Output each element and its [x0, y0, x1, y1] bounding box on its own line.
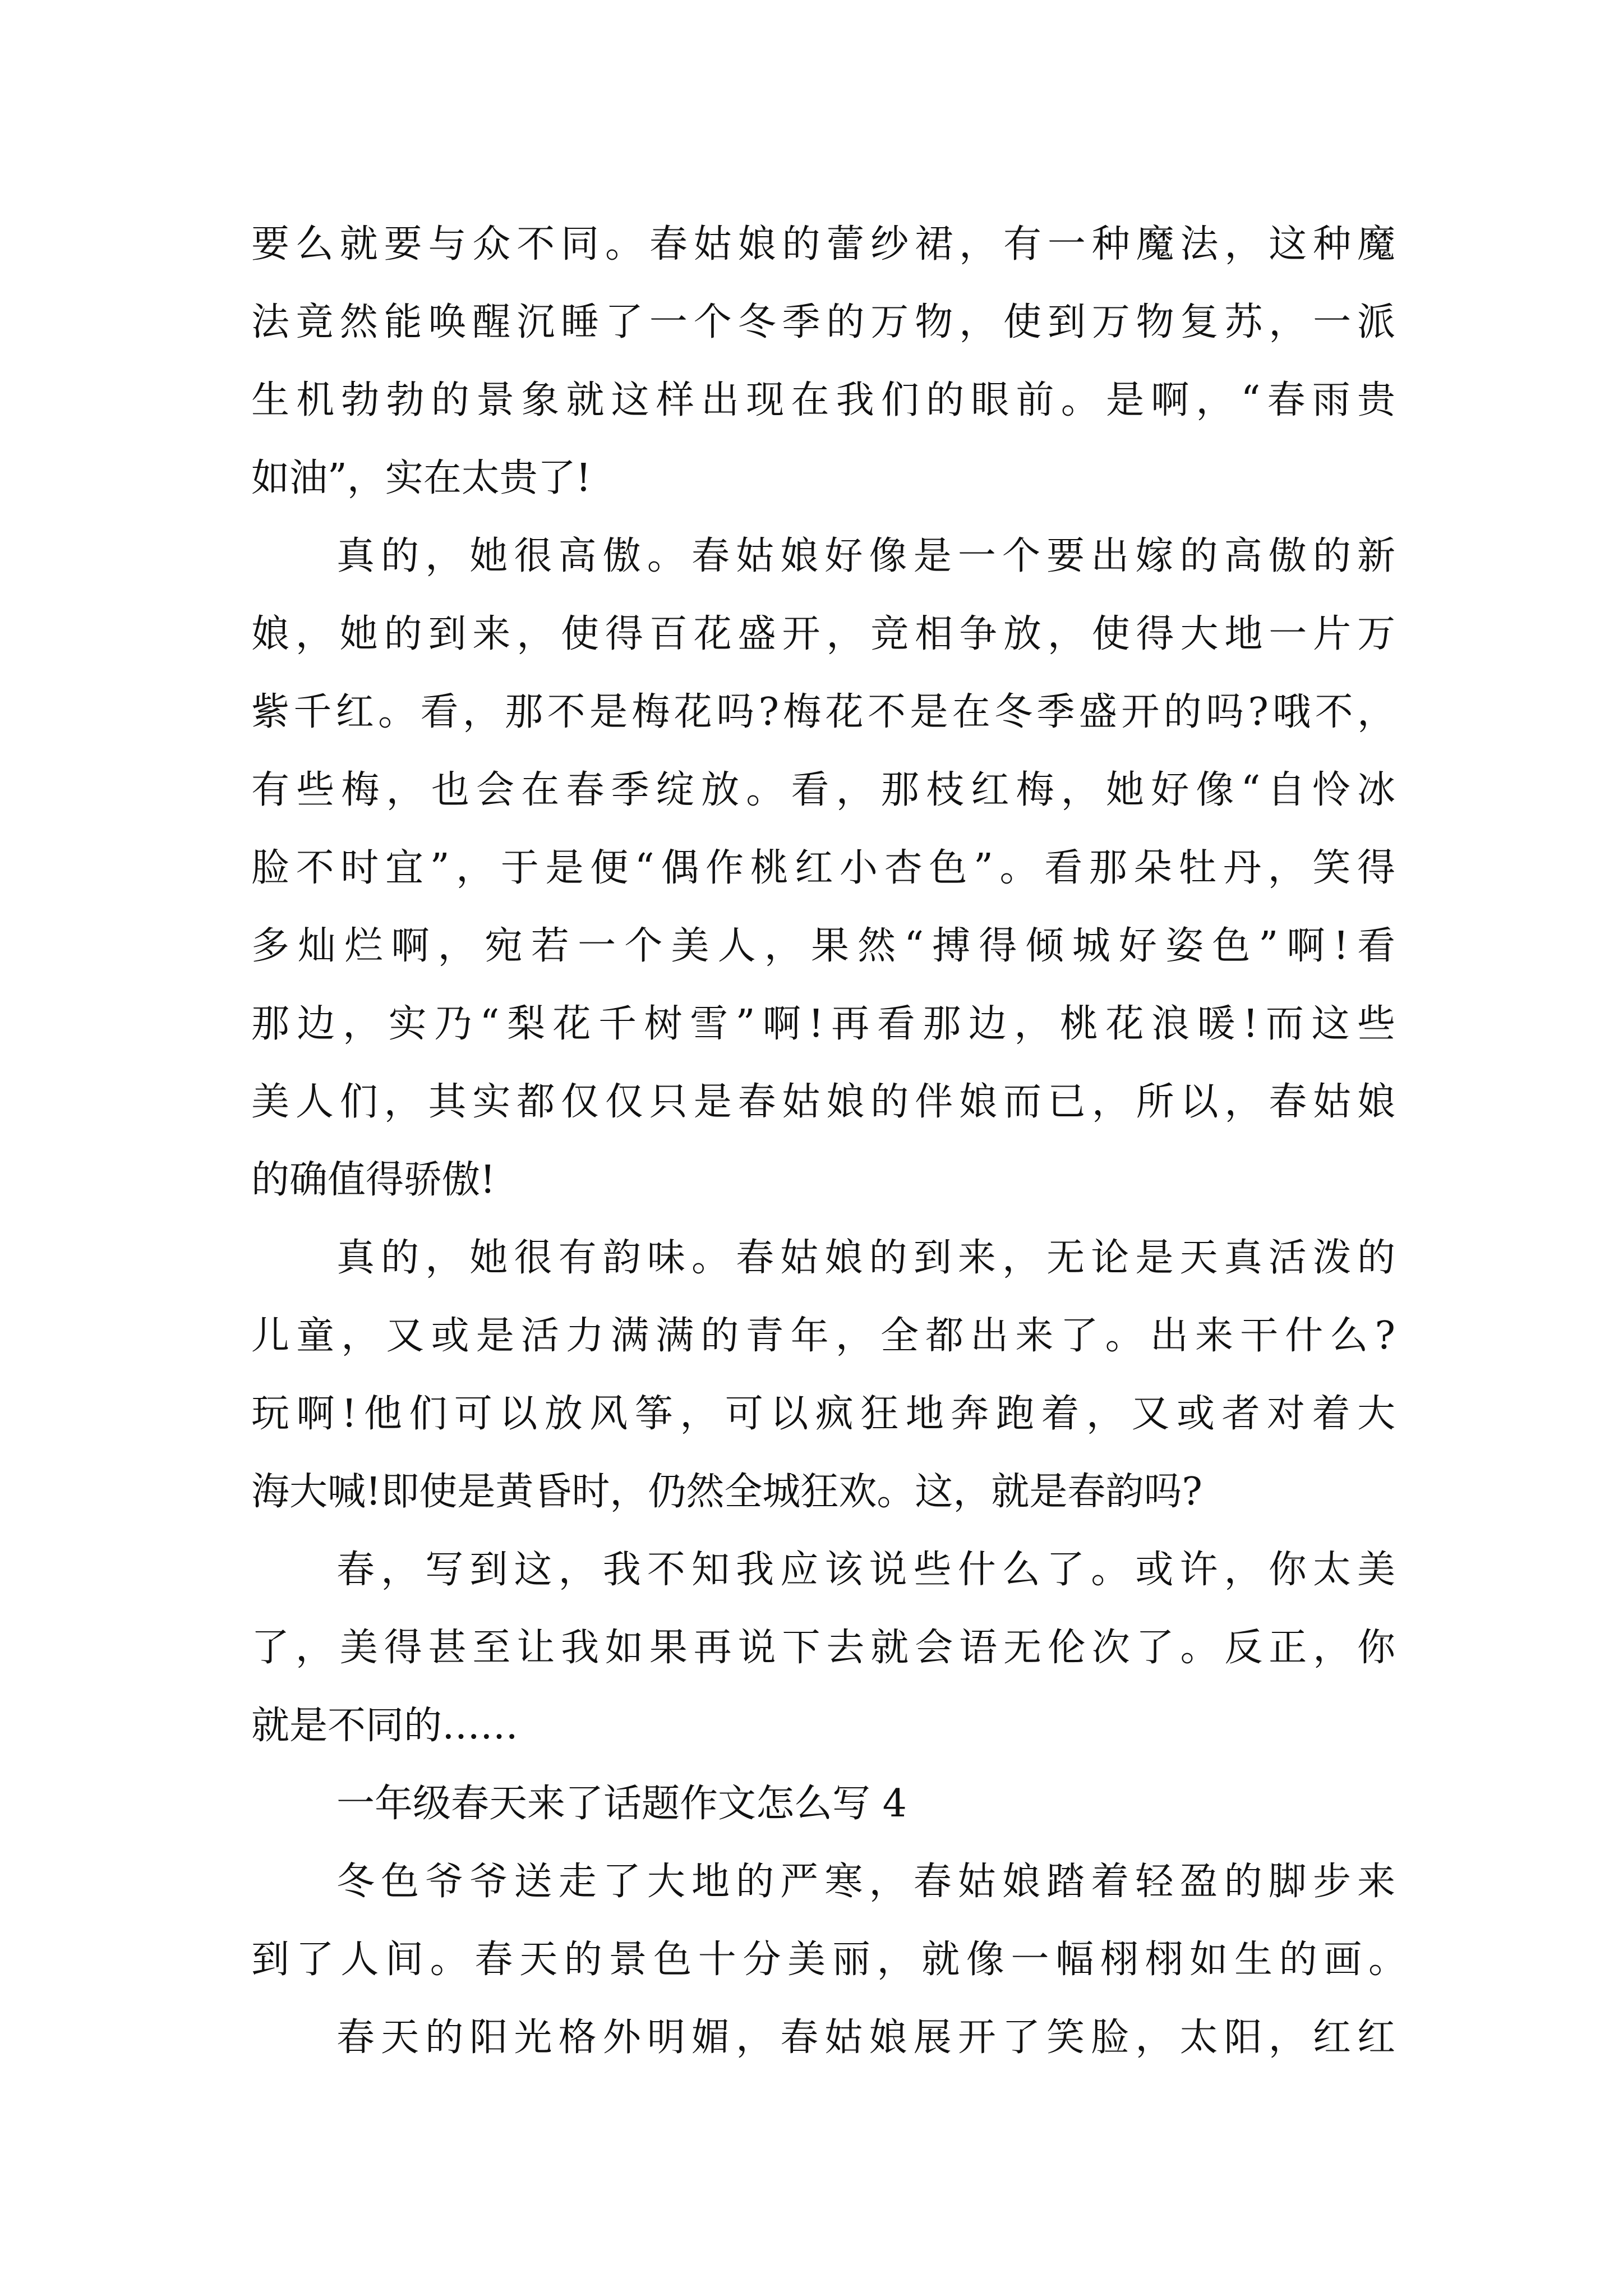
text-line: 如油”，实在太贵了! [251, 456, 592, 500]
text-line: 有些梅，也会在春季绽放。看，那枝红梅，她好像“自怜冰 [251, 768, 1395, 812]
text-line: 的确值得骄傲! [251, 1158, 496, 1202]
text-line: 脸不时宜”，于是便“偶作桃红小杏色”。看那朵牡丹，笑得 [251, 846, 1395, 890]
text-line: 美人们，其实都仅仅只是春姑娘的伴娘而已，所以，春姑娘 [251, 1080, 1395, 1124]
paragraph-first-line: 冬色爷爷送走了大地的严寒，春姑娘踏着轻盈的脚步来 [336, 1860, 1395, 1904]
paragraph-first-line: 春天的阳光格外明媚，春姑娘展开了笑脸，太阳，红红 [336, 2016, 1395, 2060]
text-line: 海大喊!即使是黄昏时，仍然全城狂欢。这，就是春韵吗? [251, 1470, 1202, 1514]
text-line: 那边，实乃“梨花千树雪”啊!再看那边，桃花浪暖!而这些 [251, 1002, 1395, 1046]
paragraph-first-line: 真的，她很有韵味。春姑娘的到来，无论是天真活泼的 [336, 1236, 1395, 1280]
text-line: 到了人间。春天的景色十分美丽，就像一幅栩栩如生的画。 [251, 1938, 1407, 1982]
section-heading: 一年级春天来了话题作文怎么写 4 [336, 1782, 907, 1826]
text-line: 法竟然能唤醒沉睡了一个冬季的万物，使到万物复苏，一派 [251, 300, 1395, 344]
paragraph-first-line: 春，写到这，我不知我应该说些什么了。或许，你太美 [336, 1548, 1395, 1592]
text-line: 了，美得甚至让我如果再说下去就会语无伦次了。反正，你 [251, 1626, 1395, 1670]
text-line: 要么就要与众不同。春姑娘的蕾纱裙，有一种魔法，这种魔 [251, 222, 1395, 266]
text-line: 多灿烂啊，宛若一个美人，果然“搏得倾城好姿色”啊!看 [251, 924, 1395, 968]
text-line: 娘，她的到来，使得百花盛开，竞相争放，使得大地一片万 [251, 612, 1395, 656]
text-line: 生机勃勃的景象就这样出现在我们的眼前。是啊，“春雨贵 [251, 378, 1395, 422]
text-line: 就是不同的…… [251, 1704, 519, 1748]
text-line: 玩啊!他们可以放风筝，可以疯狂地奔跑着，又或者对着大 [251, 1392, 1395, 1436]
text-line: 紫千红。看，那不是梅花吗?梅花不是在冬季盛开的吗?哦不， [251, 690, 1395, 734]
text-line: 儿童，又或是活力满满的青年，全都出来了。出来干什么? [251, 1314, 1395, 1358]
paragraph-first-line: 真的，她很高傲。春姑娘好像是一个要出嫁的高傲的新 [336, 534, 1395, 578]
